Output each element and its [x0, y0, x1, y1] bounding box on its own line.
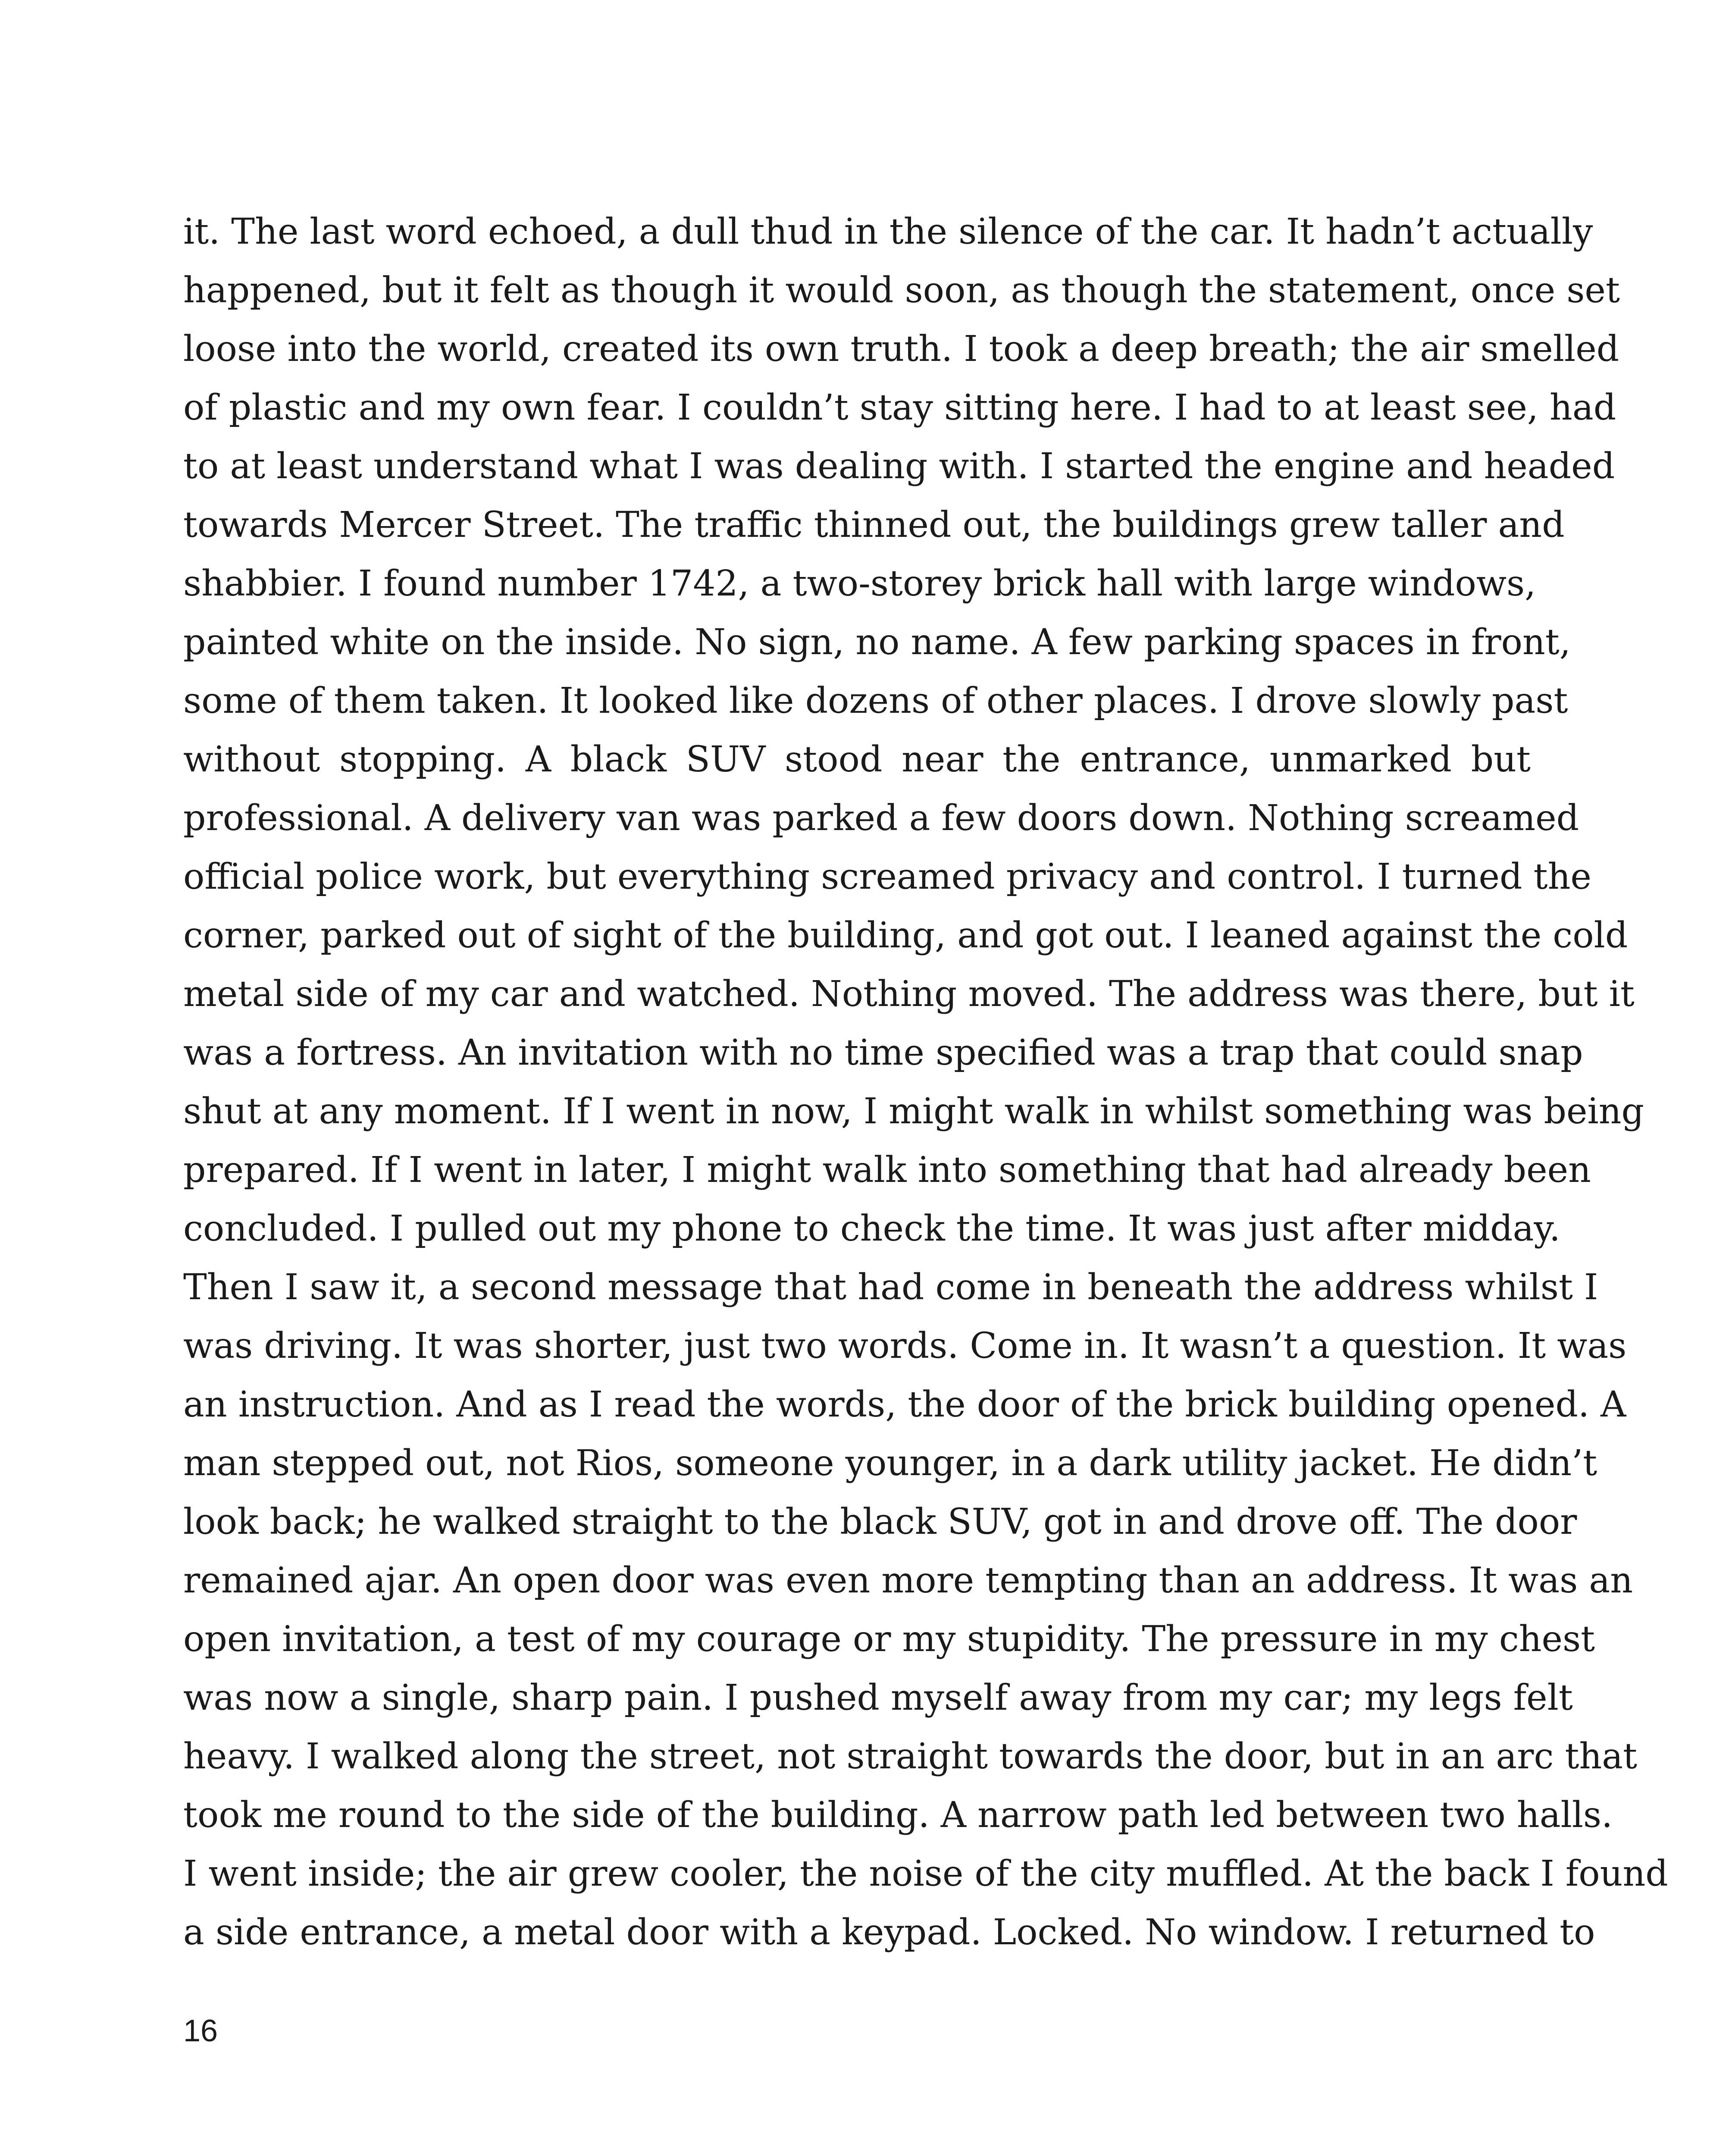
- text-line: prepared. If I went in later, I might walk into something that had already been: [183, 1150, 1591, 1191]
- text-line: happened, but it felt as though it would soon, as though the statement, once set: [183, 270, 1620, 311]
- text-line: corner, parked out of sight of the building, and got out. I leaned against the cold: [183, 915, 1628, 956]
- text-line: was driving. It was shorter, just two words. Come in. It wasn’t a question. It was: [183, 1326, 1627, 1366]
- text-line: towards Mercer Street. The traffic thinned out, the buildings grew taller and: [183, 505, 1565, 545]
- text-line: loose into the world, created its own truth. I took a deep breath; the air smelled: [183, 329, 1619, 370]
- text-line: Then I saw it, a second message that had come in beneath the address whilst I: [183, 1267, 1598, 1308]
- text-line: concluded. I pulled out my phone to check the time. It was just after midday.: [183, 1208, 1560, 1249]
- text-line: of plastic and my own fear. I couldn’t stay sitting here. I had to at least see, had: [183, 387, 1616, 428]
- text-line: official police work, but everything screamed privacy and control. I turned the: [183, 856, 1591, 897]
- text-line: metal side of my car and watched. Nothing moved. The address was there, but it: [183, 974, 1635, 1015]
- text-line: professional. A delivery van was parked a few doors down. Nothing screamed: [183, 798, 1579, 839]
- text-line: took me round to the side of the building. A narrow path led between two halls.: [183, 1795, 1613, 1836]
- text-line: look back; he walked straight to the black SUV, got in and drove off. The door: [183, 1501, 1577, 1542]
- text-line: it. The last word echoed, a dull thud in the silence of the car. It hadn’t actually: [183, 211, 1593, 252]
- text-line: man stepped out, not Rios, someone younger, in a dark utility jacket. He didn’t: [183, 1443, 1597, 1484]
- text-line: open invitation, a test of my courage or my stupidity. The pressure in my chest: [183, 1619, 1595, 1660]
- body-text: [183, 203, 1668, 1962]
- text-line: some of them taken. It looked like dozens of other places. I drove slowly past: [183, 680, 1568, 721]
- text-line: shut at any moment. If I went in now, I might walk in whilst something was being: [183, 1091, 1644, 1132]
- text-line: to at least understand what I was dealing with. I started the engine and headed: [183, 446, 1615, 487]
- text-line: remained ajar. An open door was even more tempting than an address. It was an: [183, 1560, 1633, 1601]
- text-line: heavy. I walked along the street, not straight towards the door, but in an arc that: [183, 1736, 1638, 1777]
- text-line: painted white on the inside. No sign, no name. A few parking spaces in front,: [183, 622, 1571, 663]
- text-line: an instruction. And as I read the words, the door of the brick building opened. A: [183, 1384, 1626, 1425]
- text-line: a side entrance, a metal door with a keypad. Locked. No window. I returned to: [183, 1912, 1595, 1953]
- text-line: I went inside; the air grew cooler, the noise of the city muffled. At the back I found: [183, 1853, 1668, 1894]
- text-line: shabbier. I found number 1742, a two-storey brick hall with large windows,: [183, 563, 1536, 604]
- text-line: without stopping. A black SUV stood near the entrance, unmarked but: [183, 739, 1531, 780]
- text-line: was a fortress. An invitation with no time specified was a trap that could snap: [183, 1032, 1583, 1073]
- page-number: 16: [183, 2014, 218, 2048]
- text-line: was now a single, sharp pain. I pushed myself away from my car; my legs felt: [183, 1677, 1573, 1718]
